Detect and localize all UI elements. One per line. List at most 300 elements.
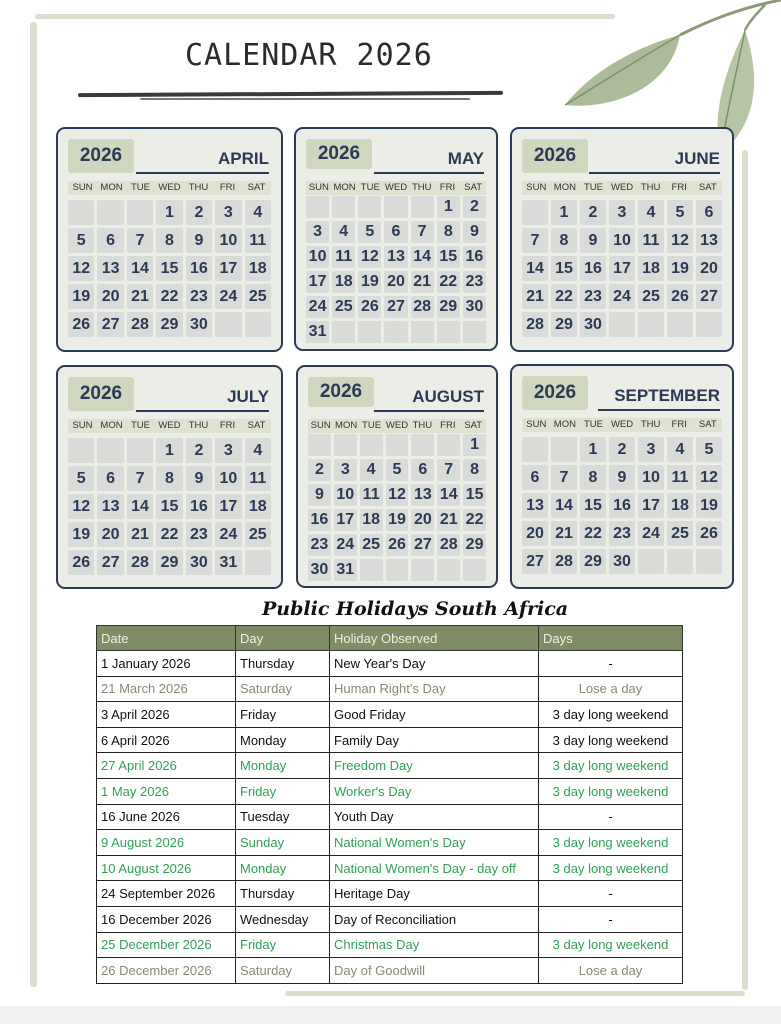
day-cell[interactable]: 15 xyxy=(551,256,577,281)
holiday-cell: New Year's Day xyxy=(330,651,539,677)
day-cell[interactable]: 30 xyxy=(609,549,635,574)
day-cell: Saturday xyxy=(236,676,330,702)
header-date: Date xyxy=(97,626,236,651)
weekday-label: SAT xyxy=(247,182,266,193)
day-cell[interactable]: 29 xyxy=(463,534,486,556)
calendar-july xyxy=(56,365,283,589)
day-cell[interactable]: 6 xyxy=(384,221,407,243)
weekday-header xyxy=(68,419,271,433)
day-cell: Friday xyxy=(236,702,330,728)
day-cell: Friday xyxy=(236,778,330,804)
day-cell[interactable]: 6 xyxy=(696,200,722,225)
day-cell[interactable]: 5 xyxy=(386,459,409,481)
table-row xyxy=(97,727,683,753)
day-cell[interactable]: 10 xyxy=(609,228,635,253)
decorative-brush-top xyxy=(35,14,615,19)
weekday-label: TUE xyxy=(362,420,382,431)
weekday-label: MON xyxy=(100,420,123,431)
date-cell: 1 January 2026 xyxy=(97,651,236,677)
day-cell[interactable]: 24 xyxy=(215,284,241,309)
holiday-cell: Human Right's Day xyxy=(330,676,539,702)
day-cell[interactable]: 13 xyxy=(97,256,123,281)
day-cell[interactable]: 3 xyxy=(215,438,241,463)
day-cell[interactable]: 26 xyxy=(68,550,94,575)
empty-day-cell xyxy=(384,196,407,218)
table-row xyxy=(97,906,683,932)
day-cell[interactable]: 5 xyxy=(358,221,381,243)
day-cell: Tuesday xyxy=(236,804,330,830)
weekday-label: FRI xyxy=(219,420,236,431)
days-cell: 3 day long weekend xyxy=(539,702,683,728)
day-cell[interactable]: 23 xyxy=(308,534,331,556)
day-cell[interactable]: 14 xyxy=(411,246,434,268)
table-row xyxy=(97,778,683,804)
day-cell[interactable]: 15 xyxy=(437,246,460,268)
month-name: AUGUST xyxy=(412,387,484,406)
day-cell[interactable]: 22 xyxy=(463,509,486,531)
day-cell[interactable]: 28 xyxy=(437,534,460,556)
empty-day-cell xyxy=(522,200,548,225)
day-grid xyxy=(68,438,271,575)
day-cell[interactable]: 5 xyxy=(696,437,722,462)
weekday-header xyxy=(522,418,722,432)
day-cell[interactable]: 24 xyxy=(215,522,241,547)
day-cell[interactable]: 18 xyxy=(360,509,383,531)
day-cell[interactable]: 30 xyxy=(580,312,606,337)
weekday-header xyxy=(306,181,486,195)
day-grid xyxy=(306,196,486,343)
day-cell[interactable]: 13 xyxy=(384,246,407,268)
weekday-label: FRI xyxy=(219,182,236,193)
holidays-table xyxy=(96,625,683,984)
day-cell[interactable]: 12 xyxy=(386,484,409,506)
day-cell[interactable]: 30 xyxy=(186,550,212,575)
empty-day-cell xyxy=(127,438,153,463)
day-cell: Wednesday xyxy=(236,906,330,932)
day-cell[interactable]: 10 xyxy=(638,465,664,490)
day-cell[interactable]: 25 xyxy=(245,284,271,309)
day-cell[interactable]: 23 xyxy=(580,284,606,309)
day-cell[interactable]: 2 xyxy=(186,438,212,463)
day-cell[interactable]: 5 xyxy=(68,466,94,491)
holiday-cell: Freedom Day xyxy=(330,753,539,779)
month-name: APRIL xyxy=(218,149,269,168)
day-cell[interactable]: 4 xyxy=(245,200,271,225)
day-cell[interactable]: 22 xyxy=(156,284,182,309)
empty-day-cell xyxy=(332,321,355,343)
day-cell[interactable]: 7 xyxy=(127,466,153,491)
day-cell[interactable]: 17 xyxy=(638,493,664,518)
day-cell[interactable]: 12 xyxy=(696,465,722,490)
day-cell[interactable]: 14 xyxy=(127,256,153,281)
weekday-label: TUE xyxy=(583,182,603,193)
day-cell[interactable]: 26 xyxy=(358,296,381,318)
weekday-label: SUN xyxy=(526,419,547,430)
weekday-label: TUE xyxy=(131,182,150,193)
day-cell[interactable]: 26 xyxy=(386,534,409,556)
weekday-label: WED xyxy=(158,420,181,431)
day-cell[interactable]: 3 xyxy=(306,221,329,243)
day-cell[interactable]: 14 xyxy=(437,484,460,506)
day-cell[interactable]: 27 xyxy=(97,312,123,337)
day-cell[interactable]: 2 xyxy=(609,437,635,462)
date-cell: 26 December 2026 xyxy=(97,958,236,984)
day-cell[interactable]: 21 xyxy=(522,284,548,309)
holiday-cell: Family Day xyxy=(330,727,539,753)
day-grid xyxy=(308,434,486,581)
day-cell[interactable]: 27 xyxy=(97,550,123,575)
day-cell[interactable]: 21 xyxy=(127,284,153,309)
days-cell: 3 day long weekend xyxy=(539,855,683,881)
day-cell[interactable]: 26 xyxy=(667,284,693,309)
day-cell[interactable]: 25 xyxy=(245,522,271,547)
day-cell[interactable]: 2 xyxy=(308,459,331,481)
weekday-header xyxy=(308,419,486,433)
day-cell[interactable]: 11 xyxy=(638,228,664,253)
day-cell[interactable]: 20 xyxy=(696,256,722,281)
date-cell: 3 April 2026 xyxy=(97,702,236,728)
day-cell[interactable]: 23 xyxy=(186,522,212,547)
day-cell: Thursday xyxy=(236,881,330,907)
day-cell[interactable]: 18 xyxy=(638,256,664,281)
table-header-row xyxy=(97,626,683,651)
empty-day-cell xyxy=(386,434,409,456)
day-cell[interactable]: 28 xyxy=(127,312,153,337)
day-cell[interactable]: 8 xyxy=(156,228,182,253)
header-holiday: Holiday Observed xyxy=(330,626,539,651)
day-cell[interactable]: 29 xyxy=(156,312,182,337)
day-cell[interactable]: 31 xyxy=(334,559,357,581)
weekday-label: WED xyxy=(384,182,408,193)
days-cell: 3 day long weekend xyxy=(539,932,683,958)
weekday-label: SUN xyxy=(72,182,93,193)
day-cell[interactable]: 12 xyxy=(68,256,94,281)
day-cell[interactable]: 11 xyxy=(245,466,271,491)
empty-day-cell xyxy=(609,312,635,337)
day-cell: Friday xyxy=(236,932,330,958)
day-cell[interactable]: 16 xyxy=(186,256,212,281)
weekday-label: SAT xyxy=(698,182,717,193)
day-cell[interactable]: 14 xyxy=(551,493,577,518)
table-row xyxy=(97,804,683,830)
day-cell[interactable]: 6 xyxy=(522,465,548,490)
day-cell[interactable]: 18 xyxy=(245,494,271,519)
weekday-label: THU xyxy=(412,420,433,431)
day-cell[interactable]: 31 xyxy=(215,550,241,575)
empty-day-cell xyxy=(411,559,434,581)
weekday-label: MON xyxy=(335,420,358,431)
day-cell[interactable]: 28 xyxy=(127,550,153,575)
day-cell[interactable]: 13 xyxy=(696,228,722,253)
day-cell[interactable]: 3 xyxy=(609,200,635,225)
day-cell[interactable]: 9 xyxy=(609,465,635,490)
day-cell[interactable]: 17 xyxy=(215,494,241,519)
day-cell[interactable]: 20 xyxy=(384,271,407,293)
day-cell[interactable]: 25 xyxy=(638,284,664,309)
day-cell[interactable]: 5 xyxy=(68,228,94,253)
month-name: MAY xyxy=(447,149,484,168)
day-cell: Monday xyxy=(236,727,330,753)
bottom-bar xyxy=(0,1006,781,1024)
day-cell[interactable]: 9 xyxy=(186,228,212,253)
day-cell[interactable]: 10 xyxy=(215,466,241,491)
day-cell[interactable]: 4 xyxy=(667,437,693,462)
day-cell[interactable]: 15 xyxy=(463,484,486,506)
empty-day-cell xyxy=(411,321,434,343)
date-cell: 9 August 2026 xyxy=(97,830,236,856)
day-cell[interactable]: 22 xyxy=(156,522,182,547)
date-cell: 21 March 2026 xyxy=(97,676,236,702)
year-label: 2026 xyxy=(68,377,134,411)
day-cell[interactable]: 14 xyxy=(522,256,548,281)
empty-day-cell xyxy=(127,200,153,225)
weekday-label: THU xyxy=(188,420,209,431)
day-cell[interactable]: 16 xyxy=(308,509,331,531)
day-cell[interactable]: 11 xyxy=(360,484,383,506)
day-cell[interactable]: 10 xyxy=(215,228,241,253)
empty-day-cell xyxy=(667,312,693,337)
empty-day-cell xyxy=(411,196,434,218)
empty-day-cell xyxy=(360,559,383,581)
day-cell[interactable]: 8 xyxy=(551,228,577,253)
day-cell[interactable]: 22 xyxy=(437,271,460,293)
empty-day-cell xyxy=(68,438,94,463)
day-cell[interactable]: 29 xyxy=(156,550,182,575)
weekday-label: SAT xyxy=(464,420,483,431)
weekday-label: SUN xyxy=(310,420,331,431)
calendar-august xyxy=(296,365,498,588)
month-underline xyxy=(136,172,269,174)
day-cell[interactable]: 18 xyxy=(332,271,355,293)
day-cell[interactable]: 7 xyxy=(411,221,434,243)
day-cell[interactable]: 29 xyxy=(580,549,606,574)
day-cell[interactable]: 20 xyxy=(97,284,123,309)
calendar-september xyxy=(510,364,734,589)
day-cell[interactable]: 4 xyxy=(638,200,664,225)
day-cell[interactable]: 3 xyxy=(334,459,357,481)
year-label: 2026 xyxy=(522,376,588,410)
days-cell: - xyxy=(539,881,683,907)
day-cell[interactable]: 17 xyxy=(306,271,329,293)
day-cell[interactable]: 1 xyxy=(463,434,486,456)
day-cell[interactable]: 13 xyxy=(97,494,123,519)
day-cell[interactable]: 22 xyxy=(551,284,577,309)
day-cell[interactable]: 16 xyxy=(463,246,486,268)
day-cell[interactable]: 11 xyxy=(245,228,271,253)
month-underline xyxy=(598,409,720,411)
day-cell[interactable]: 9 xyxy=(308,484,331,506)
day-cell[interactable]: 6 xyxy=(97,466,123,491)
day-cell: Sunday xyxy=(236,830,330,856)
day-cell[interactable]: 24 xyxy=(306,296,329,318)
empty-day-cell xyxy=(411,434,434,456)
day-cell[interactable]: 15 xyxy=(156,256,182,281)
day-cell[interactable]: 4 xyxy=(360,459,383,481)
day-cell[interactable]: 13 xyxy=(411,484,434,506)
day-cell[interactable]: 7 xyxy=(437,459,460,481)
day-cell[interactable]: 3 xyxy=(638,437,664,462)
day-cell[interactable]: 16 xyxy=(186,494,212,519)
day-cell[interactable]: 9 xyxy=(463,221,486,243)
month-underline xyxy=(374,172,484,174)
day-cell[interactable]: 15 xyxy=(156,494,182,519)
day-cell[interactable]: 22 xyxy=(580,521,606,546)
days-cell: Lose a day xyxy=(539,676,683,702)
day-cell[interactable]: 18 xyxy=(667,493,693,518)
empty-day-cell xyxy=(358,196,381,218)
day-cell[interactable]: 24 xyxy=(334,534,357,556)
day-cell[interactable]: 19 xyxy=(696,493,722,518)
day-cell[interactable]: 19 xyxy=(68,284,94,309)
weekday-label: SAT xyxy=(698,419,717,430)
day-cell[interactable]: 1 xyxy=(580,437,606,462)
page-title: CALENDAR 2026 xyxy=(185,38,433,73)
day-cell[interactable]: 26 xyxy=(696,521,722,546)
day-cell[interactable]: 29 xyxy=(437,296,460,318)
day-cell[interactable]: 19 xyxy=(68,522,94,547)
day-cell[interactable]: 27 xyxy=(384,296,407,318)
day-cell[interactable]: 12 xyxy=(667,228,693,253)
day-cell[interactable]: 31 xyxy=(306,321,329,343)
day-cell[interactable]: 27 xyxy=(522,549,548,574)
day-cell[interactable]: 2 xyxy=(463,196,486,218)
day-cell[interactable]: 11 xyxy=(667,465,693,490)
day-cell[interactable]: 1 xyxy=(156,438,182,463)
day-cell[interactable]: 13 xyxy=(522,493,548,518)
date-cell: 25 December 2026 xyxy=(97,932,236,958)
day-cell[interactable]: 15 xyxy=(580,493,606,518)
day-cell[interactable]: 24 xyxy=(638,521,664,546)
day-cell[interactable]: 8 xyxy=(463,459,486,481)
date-cell: 27 April 2026 xyxy=(97,753,236,779)
day-cell[interactable]: 14 xyxy=(127,494,153,519)
holiday-cell: Youth Day xyxy=(330,804,539,830)
day-cell[interactable]: 20 xyxy=(522,521,548,546)
day-cell: Monday xyxy=(236,753,330,779)
day-cell[interactable]: 23 xyxy=(463,271,486,293)
day-cell[interactable]: 10 xyxy=(334,484,357,506)
day-cell[interactable]: 2 xyxy=(186,200,212,225)
day-cell[interactable]: 18 xyxy=(245,256,271,281)
day-cell[interactable]: 29 xyxy=(551,312,577,337)
day-cell[interactable]: 28 xyxy=(522,312,548,337)
day-cell[interactable]: 16 xyxy=(609,493,635,518)
day-cell[interactable]: 30 xyxy=(463,296,486,318)
day-cell[interactable]: 9 xyxy=(580,228,606,253)
day-cell[interactable]: 20 xyxy=(411,509,434,531)
empty-day-cell xyxy=(638,312,664,337)
day-cell[interactable]: 6 xyxy=(411,459,434,481)
day-cell[interactable]: 1 xyxy=(156,200,182,225)
day-cell[interactable]: 7 xyxy=(522,228,548,253)
holiday-cell: Heritage Day xyxy=(330,881,539,907)
day-cell[interactable]: 23 xyxy=(186,284,212,309)
weekday-label: WED xyxy=(610,182,634,193)
title-underline-2 xyxy=(140,98,470,100)
day-cell[interactable]: 27 xyxy=(411,534,434,556)
days-cell: 3 day long weekend xyxy=(539,753,683,779)
weekday-label: SUN xyxy=(526,182,547,193)
day-cell[interactable]: 3 xyxy=(215,200,241,225)
header-day: Day xyxy=(236,626,330,651)
weekday-label: FRI xyxy=(671,419,687,430)
empty-day-cell xyxy=(306,196,329,218)
weekday-label: THU xyxy=(188,182,209,193)
holiday-cell: Worker's Day xyxy=(330,778,539,804)
day-cell[interactable]: 12 xyxy=(358,246,381,268)
empty-day-cell xyxy=(696,549,722,574)
day-cell[interactable]: 12 xyxy=(68,494,94,519)
day-cell[interactable]: 17 xyxy=(609,256,635,281)
day-cell[interactable]: 30 xyxy=(186,312,212,337)
weekday-label: MON xyxy=(553,419,576,430)
day-cell[interactable]: 17 xyxy=(334,509,357,531)
day-cell[interactable]: 1 xyxy=(437,196,460,218)
day-cell[interactable]: 11 xyxy=(332,246,355,268)
day-cell[interactable]: 7 xyxy=(127,228,153,253)
day-cell[interactable]: 21 xyxy=(411,271,434,293)
table-row xyxy=(97,855,683,881)
day-cell[interactable]: 25 xyxy=(667,521,693,546)
date-cell: 16 December 2026 xyxy=(97,906,236,932)
month-name: JUNE xyxy=(674,149,720,168)
day-cell[interactable]: 21 xyxy=(127,522,153,547)
calendar-may xyxy=(294,127,498,351)
weekday-label: SAT xyxy=(464,182,483,193)
day-cell[interactable]: 10 xyxy=(306,246,329,268)
empty-day-cell xyxy=(384,321,407,343)
day-cell[interactable]: 20 xyxy=(97,522,123,547)
day-cell[interactable]: 28 xyxy=(411,296,434,318)
day-cell[interactable]: 8 xyxy=(437,221,460,243)
day-cell[interactable]: 19 xyxy=(386,509,409,531)
year-label: 2026 xyxy=(308,377,374,407)
day-cell[interactable]: 19 xyxy=(667,256,693,281)
holiday-cell: Day of Reconciliation xyxy=(330,906,539,932)
days-cell: 3 day long weekend xyxy=(539,778,683,804)
day-cell[interactable]: 21 xyxy=(437,509,460,531)
day-cell[interactable]: 30 xyxy=(308,559,331,581)
empty-day-cell xyxy=(245,312,271,337)
day-cell[interactable]: 16 xyxy=(580,256,606,281)
empty-day-cell xyxy=(437,434,460,456)
day-cell[interactable]: 27 xyxy=(696,284,722,309)
day-cell[interactable]: 9 xyxy=(186,466,212,491)
weekday-label: FRI xyxy=(671,182,687,193)
holiday-cell: Day of Goodwill xyxy=(330,958,539,984)
day-cell[interactable]: 28 xyxy=(551,549,577,574)
day-cell[interactable]: 7 xyxy=(551,465,577,490)
day-cell[interactable]: 5 xyxy=(667,200,693,225)
day-cell[interactable]: 21 xyxy=(551,521,577,546)
day-cell[interactable]: 25 xyxy=(360,534,383,556)
day-cell[interactable]: 17 xyxy=(215,256,241,281)
day-cell[interactable]: 8 xyxy=(156,466,182,491)
day-cell[interactable]: 25 xyxy=(332,296,355,318)
day-cell[interactable]: 2 xyxy=(580,200,606,225)
day-cell[interactable]: 8 xyxy=(580,465,606,490)
day-cell[interactable]: 23 xyxy=(609,521,635,546)
day-cell[interactable]: 4 xyxy=(332,221,355,243)
day-cell[interactable]: 19 xyxy=(358,271,381,293)
day-cell[interactable]: 4 xyxy=(245,438,271,463)
day-cell: Thursday xyxy=(236,651,330,677)
day-cell[interactable]: 1 xyxy=(551,200,577,225)
day-cell[interactable]: 6 xyxy=(97,228,123,253)
day-cell[interactable]: 24 xyxy=(609,284,635,309)
days-cell: Lose a day xyxy=(539,958,683,984)
day-cell[interactable]: 26 xyxy=(68,312,94,337)
